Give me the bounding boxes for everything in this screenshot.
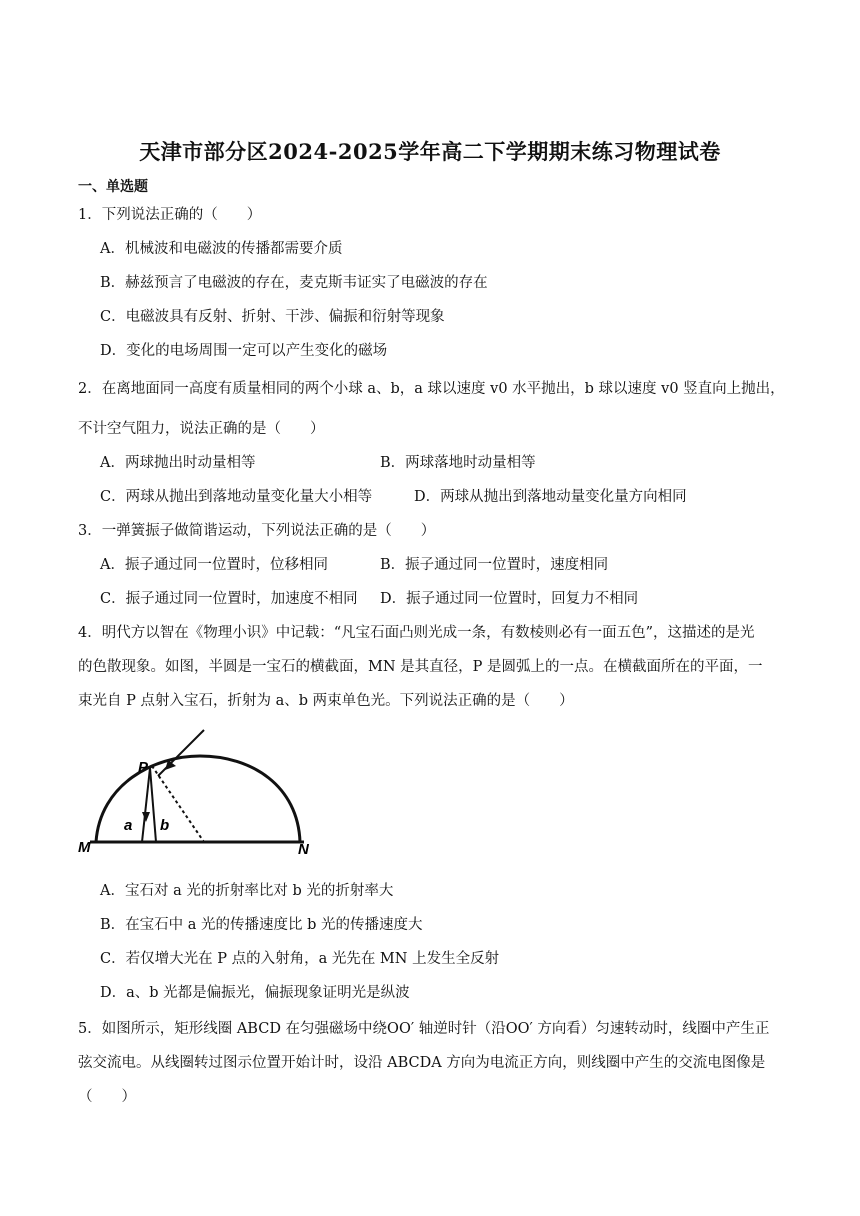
q2-stem-line2: 不计空气阻力，说法正确的是（ ）	[78, 421, 325, 437]
q3-option-d: D．振子通过同一位置时，回复力不相同	[380, 591, 639, 607]
ray-a	[142, 768, 150, 842]
label-m: M	[78, 839, 91, 856]
q5-stem-line1: 5．如图所示，矩形线圈 ABCD 在匀强磁场中绕OO′ 轴逆时针（沿OO′ 方向看）匀速转动时，线圈中产生正	[78, 1021, 770, 1037]
q4-option-c: C．若仅增大光在 P 点的入射角，a 光先在 MN 上发生全反射	[100, 951, 500, 967]
q2-option-d: D．两球从抛出到落地动量变化量方向相同	[414, 489, 687, 505]
q2-option-a: A．两球抛出时动量相等	[100, 455, 256, 471]
section-heading: 一、单选题	[78, 179, 148, 195]
q3-option-b: B．振子通过同一位置时，速度相同	[380, 557, 609, 573]
q1-option-c: C．电磁波具有反射、折射、干涉、偏振和衍射等现象	[100, 309, 445, 325]
q4-option-b: B．在宝石中 a 光的传播速度比 b 光的传播速度大	[100, 917, 423, 933]
q2-option-c: C．两球从抛出到落地动量变化量大小相等	[100, 489, 373, 505]
label-n: N	[298, 841, 309, 858]
q1-option-a: A．机械波和电磁波的传播都需要介质	[100, 241, 343, 257]
ray-arrowhead	[142, 812, 150, 822]
gem-cross-section-figure	[76, 726, 326, 858]
q1-option-b: B．赫兹预言了电磁波的存在，麦克斯韦证实了电磁波的存在	[100, 275, 488, 291]
q4-stem-line3: 束光自 P 点射入宝石，折射为 a、b 两束单色光。下列说法正确的是（ ）	[78, 693, 574, 709]
label-p: P	[138, 759, 149, 776]
q3-stem: 3．一弹簧振子做简谐运动，下列说法正确的是（ ）	[78, 523, 436, 539]
q4-stem-line2: 的色散现象。如图，半圆是一宝石的横截面，MN 是其直径，P 是圆弧上的一点。在横截面所在的平面，一	[78, 659, 763, 675]
q2-option-b: B．两球落地时动量相等	[380, 455, 536, 471]
q5-stem-line2: 弦交流电。从线圈转过图示位置开始计时，设沿 ABCDA 方向为电流正方向，则线圈中产生的交流电图像是	[78, 1055, 766, 1071]
q5-stem-line3: （ ）	[78, 1089, 136, 1105]
q1-stem: 1．下列说法正确的（ ）	[78, 207, 262, 223]
incident-ray	[158, 730, 204, 776]
q1-option-d: D．变化的电场周围一定可以产生变化的磁场	[100, 343, 388, 359]
q4-option-d: D．a、b 光都是偏振光，偏振现象证明光是纵波	[100, 985, 410, 1001]
ray-b	[150, 768, 156, 842]
q4-stem-line1: 4．明代方以智在《物理小识》中记载：“凡宝石面凸则光成一条，有数棱则必有一面五色”，这描述的是光	[78, 625, 755, 641]
label-b: b	[160, 817, 170, 834]
label-a: a	[124, 817, 133, 834]
q3-option-a: A．振子通过同一位置时，位移相同	[100, 557, 328, 573]
q3-option-c: C．振子通过同一位置时，加速度不相同	[100, 591, 358, 607]
q4-option-a: A．宝石对 a 光的折射率比对 b 光的折射率大	[100, 883, 394, 899]
page-title: 天津市部分区2024-2025学年高二下学期期末练习物理试卷	[139, 139, 721, 164]
q2-stem-line1: 2．在离地面同一高度有质量相同的两个小球 a、b，a 球以速度 v0 水平抛出，b 球以速度 v0 竖直向上抛出，	[78, 381, 785, 397]
